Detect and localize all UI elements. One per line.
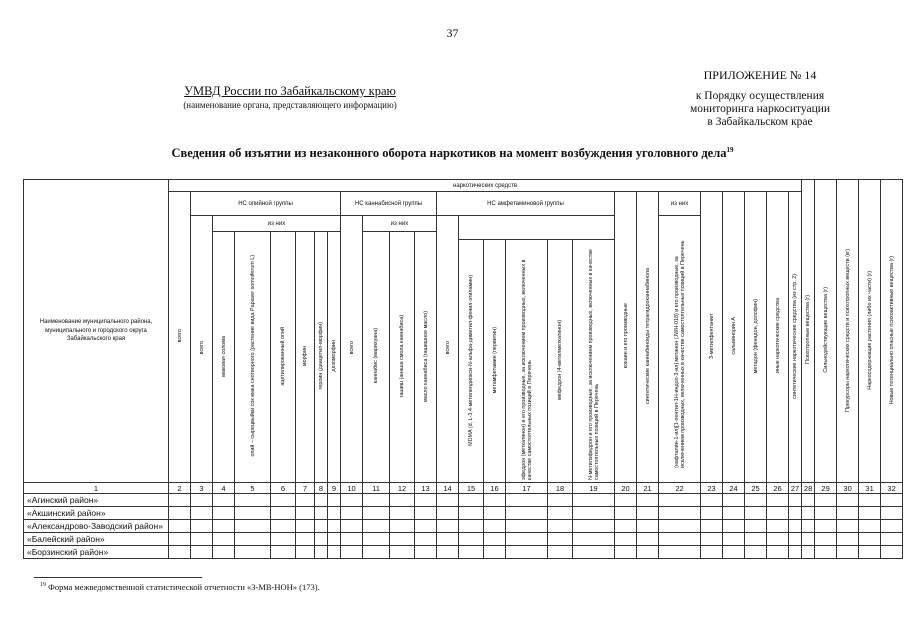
data-cell — [637, 520, 659, 533]
data-cell — [789, 533, 802, 546]
data-cell — [767, 546, 789, 559]
column-number: 12 — [390, 483, 415, 494]
column-number: 6 — [271, 483, 296, 494]
org-caption: (наименование органа, представляющего информацию) — [183, 100, 397, 110]
footnote-divider — [34, 577, 202, 578]
page-number: 37 — [446, 26, 459, 40]
header-name-column: Наименование муниципального района, муниципального и городского округа Забайкальского края — [24, 180, 169, 483]
data-cell — [573, 546, 615, 559]
column-number: 13 — [415, 483, 437, 494]
column-number: 29 — [815, 483, 837, 494]
header-col-25: метадон (фенадон, долофин) — [745, 192, 767, 483]
data-cell — [615, 520, 637, 533]
column-number: 14 — [437, 483, 459, 494]
data-cell — [415, 546, 437, 559]
data-cell — [506, 546, 548, 559]
header-col-19: N-метилэфедрон и его производные, за исключением производных, включенных в качестве самостоятельных позиций в Перечень — [573, 240, 615, 483]
data-cell — [506, 520, 548, 533]
data-cell — [881, 520, 903, 533]
org-name: УМВД России по Забайкальскому краю — [184, 84, 396, 98]
data-cell — [296, 507, 315, 520]
data-cell — [169, 507, 191, 520]
header-col-20: кокаин и его производные — [615, 192, 637, 483]
header-col-31: Наркосодержащие растения (либо их части) (г) — [859, 180, 881, 483]
data-cell — [235, 546, 271, 559]
data-cell — [789, 546, 802, 559]
data-cell — [881, 494, 903, 507]
data-cell — [837, 546, 859, 559]
table-row — [24, 520, 903, 533]
data-cell — [437, 533, 459, 546]
data-cell — [437, 494, 459, 507]
data-cell — [789, 494, 802, 507]
data-table — [23, 179, 903, 559]
data-cell — [415, 494, 437, 507]
data-cell — [802, 546, 815, 559]
data-cell — [328, 520, 341, 533]
data-cell — [484, 520, 506, 533]
data-cell — [815, 546, 837, 559]
header-col-14: всего — [437, 216, 459, 483]
data-cell — [235, 533, 271, 546]
data-cell — [484, 494, 506, 507]
header-col-27: синтетические наркотические средства (из стр. 2) — [789, 192, 802, 483]
table-row — [24, 507, 903, 520]
data-cell — [271, 494, 296, 507]
column-number: 16 — [484, 483, 506, 494]
data-cell — [859, 520, 881, 533]
data-cell — [881, 533, 903, 546]
data-cell — [235, 507, 271, 520]
data-cell — [390, 507, 415, 520]
data-cell — [802, 507, 815, 520]
region-name: «Александрово-Заводский район» — [24, 520, 169, 533]
data-cell — [573, 507, 615, 520]
data-cell — [390, 533, 415, 546]
data-cell — [437, 546, 459, 559]
column-number: 5 — [235, 483, 271, 494]
data-cell — [315, 507, 328, 520]
data-cell — [789, 520, 802, 533]
data-cell — [341, 507, 363, 520]
data-cell — [363, 546, 390, 559]
data-cell — [548, 507, 573, 520]
data-cell — [815, 494, 837, 507]
data-cell — [802, 533, 815, 546]
column-number: 25 — [745, 483, 767, 494]
column-number: 17 — [506, 483, 548, 494]
data-cell — [815, 533, 837, 546]
data-cell — [341, 533, 363, 546]
appendix-line-3: в Забайкальском крае — [707, 116, 813, 128]
appendix-line-2: мониторинга наркоситуации — [689, 103, 831, 115]
data-cell — [459, 507, 484, 520]
data-cell — [296, 546, 315, 559]
header-cannabis-of-them: из них — [363, 216, 437, 232]
data-cell — [363, 520, 390, 533]
data-cell — [767, 520, 789, 533]
org-block — [140, 84, 440, 110]
data-cell — [637, 546, 659, 559]
data-cell — [315, 494, 328, 507]
header-col-15: MDMA (d, L-3,4-метилендиокси-N-альфа-диметил-фенил-этиламин) — [459, 240, 484, 483]
data-cell — [573, 533, 615, 546]
data-cell — [363, 494, 390, 507]
footnote-number: 19 — [40, 582, 46, 589]
appendix-title: ПРИЛОЖЕНИЕ № 14 — [703, 68, 817, 82]
data-cell — [881, 507, 903, 520]
column-number: 11 — [363, 483, 390, 494]
data-cell — [701, 507, 723, 520]
data-cell — [506, 494, 548, 507]
data-cell — [723, 546, 745, 559]
column-number: 30 — [837, 483, 859, 494]
header-col-6: ацетилированный опий — [271, 232, 296, 483]
data-cell — [573, 520, 615, 533]
header-amph-group: НС амфетаминовой группы — [437, 192, 615, 216]
data-cell — [701, 533, 723, 546]
header-col-13: масло каннабиса (гашишное масло) — [415, 232, 437, 483]
data-cell — [459, 533, 484, 546]
header-drugs-group: наркотических средств — [169, 180, 802, 192]
column-numbers-row — [24, 483, 903, 494]
header-col-30: Прекурсоры наркотических средств и психотропных веществ (кг) — [837, 180, 859, 483]
header-cannabis-group: НС каннабисной группы — [341, 192, 437, 216]
data-cell — [235, 520, 271, 533]
data-cell — [437, 507, 459, 520]
data-cell — [415, 507, 437, 520]
region-name: «Акшинский район» — [24, 507, 169, 520]
data-cell — [213, 546, 235, 559]
data-cell — [363, 507, 390, 520]
title-text: Сведения об изъятии из незаконного оборота наркотиков на момент возбуждения уголовного дела — [171, 146, 727, 161]
header-col-22: (нафталин-1-ил)[1-пентил-1Н-индол-3-ил] метанон (JWH-018) и его производные, за исключением производных, включенных в качестве самостоятельных позиций в Перечень — [659, 216, 701, 483]
header-col-17: эфедрон (меткатинон) и его производные, за исключением производных, включенных в качестве самостоятельных позиций в Перечень — [506, 240, 548, 483]
data-cell — [213, 494, 235, 507]
footnote — [40, 582, 320, 592]
header-col-12: гашиш (анаша смола каннабиса) — [390, 232, 415, 483]
data-cell — [390, 494, 415, 507]
data-cell — [506, 533, 548, 546]
table-row — [24, 533, 903, 546]
column-number: 15 — [459, 483, 484, 494]
data-cell — [815, 520, 837, 533]
data-cell — [296, 533, 315, 546]
data-cell — [767, 533, 789, 546]
data-cell — [745, 494, 767, 507]
column-number: 31 — [859, 483, 881, 494]
data-cell — [363, 533, 390, 546]
region-name: «Борзинский район» — [24, 546, 169, 559]
data-cell — [213, 533, 235, 546]
data-cell — [390, 546, 415, 559]
column-number: 23 — [701, 483, 723, 494]
data-cell — [390, 520, 415, 533]
column-number: 4 — [213, 483, 235, 494]
data-cell — [315, 546, 328, 559]
data-cell — [484, 533, 506, 546]
document-title — [0, 146, 905, 161]
column-number: 22 — [659, 483, 701, 494]
region-name: «Балейский район» — [24, 533, 169, 546]
data-cell — [213, 520, 235, 533]
title-footnote-ref: 19 — [726, 146, 734, 154]
column-number: 8 — [315, 483, 328, 494]
data-cell — [484, 507, 506, 520]
header-col-26: иные наркотические средства — [767, 192, 789, 483]
header-col-21: синтетические каннабиноиды тетрагидроканнабинола — [637, 192, 659, 483]
column-number: 2 — [169, 483, 191, 494]
header-col-18: мефедрон (4-метилметкатинон) — [548, 240, 573, 483]
data-cell — [271, 507, 296, 520]
data-cell — [767, 507, 789, 520]
data-cell — [169, 546, 191, 559]
header-col-10: всего — [341, 216, 363, 483]
header-col-16: метамфетамин (первитин) — [484, 240, 506, 483]
table-row — [24, 546, 903, 559]
header-amph-spacer — [459, 216, 615, 240]
column-number: 21 — [637, 483, 659, 494]
column-number: 27 — [789, 483, 802, 494]
column-number: 28 — [802, 483, 815, 494]
data-cell — [169, 494, 191, 507]
data-cell — [573, 494, 615, 507]
data-cell — [341, 520, 363, 533]
data-cell — [548, 494, 573, 507]
data-cell — [213, 507, 235, 520]
data-cell — [315, 520, 328, 533]
data-cell — [615, 507, 637, 520]
data-cell — [341, 494, 363, 507]
data-cell — [745, 546, 767, 559]
column-number: 7 — [296, 483, 315, 494]
column-number: 24 — [723, 483, 745, 494]
data-cell — [296, 520, 315, 533]
data-cell — [859, 507, 881, 520]
data-cell — [615, 494, 637, 507]
data-cell — [548, 533, 573, 546]
data-cell — [659, 507, 701, 520]
appendix-line-1: к Порядку осуществления — [695, 90, 825, 102]
header-col-11: каннабис (марихуана) — [363, 232, 390, 483]
data-cell — [235, 494, 271, 507]
data-cell — [637, 507, 659, 520]
header-col-7: морфин — [296, 232, 315, 483]
data-cell — [615, 546, 637, 559]
header-col-2: всего — [169, 192, 191, 483]
column-number: 1 — [24, 483, 169, 494]
data-cell — [723, 520, 745, 533]
data-cell — [802, 520, 815, 533]
data-cell — [723, 507, 745, 520]
data-cell — [837, 507, 859, 520]
data-cell — [328, 494, 341, 507]
header-col-4: маковая солома — [213, 232, 235, 483]
data-cell — [459, 546, 484, 559]
footnote-text: Форма межведомственной статистической отчетности «3-МВ-НОН» (173). — [48, 582, 320, 592]
data-cell — [659, 546, 701, 559]
header-col-8: героин (диацетил-морфин) — [315, 232, 328, 483]
data-cell — [341, 546, 363, 559]
data-cell — [701, 546, 723, 559]
header-synth-of-them: из них — [659, 192, 701, 216]
data-cell — [459, 494, 484, 507]
data-cell — [484, 546, 506, 559]
data-cell — [191, 520, 213, 533]
header-col-32: Новые потенциально опасные психоактивные вещества (г) — [881, 180, 903, 483]
column-number: 9 — [328, 483, 341, 494]
data-cell — [169, 533, 191, 546]
data-cell — [459, 520, 484, 533]
header-col-5: опий – сырецвыйки сок мака снотворного (растение вида Papaver somniferum L) — [235, 232, 271, 483]
data-cell — [767, 494, 789, 507]
data-cell — [723, 494, 745, 507]
data-cell — [745, 533, 767, 546]
table-row — [24, 494, 903, 507]
data-cell — [815, 507, 837, 520]
data-cell — [415, 520, 437, 533]
data-cell — [437, 520, 459, 533]
header-col-28: Психотропные вещества (г) — [802, 180, 815, 483]
data-cell — [837, 520, 859, 533]
header-col-24: сальвинорин А — [723, 192, 745, 483]
data-cell — [745, 507, 767, 520]
data-cell — [328, 546, 341, 559]
data-cell — [328, 533, 341, 546]
data-cell — [659, 533, 701, 546]
data-cell — [271, 533, 296, 546]
header-col-23: 3-метилфентанил — [701, 192, 723, 483]
data-cell — [315, 533, 328, 546]
column-number: 18 — [548, 483, 573, 494]
data-cell — [615, 533, 637, 546]
data-cell — [191, 533, 213, 546]
column-number: 20 — [615, 483, 637, 494]
data-cell — [548, 520, 573, 533]
data-cell — [191, 494, 213, 507]
region-name: «Агинский район» — [24, 494, 169, 507]
data-cell — [859, 494, 881, 507]
data-cell — [837, 494, 859, 507]
header-col-29: Сильнодействующие вещества (г) — [815, 180, 837, 483]
data-cell — [659, 520, 701, 533]
appendix-block — [670, 69, 850, 129]
data-cell — [723, 533, 745, 546]
column-number: 10 — [341, 483, 363, 494]
data-cell — [506, 507, 548, 520]
data-cell — [789, 507, 802, 520]
column-number: 3 — [191, 483, 213, 494]
data-cell — [271, 546, 296, 559]
data-cell — [637, 533, 659, 546]
data-cell — [191, 546, 213, 559]
column-number: 26 — [767, 483, 789, 494]
data-cell — [837, 533, 859, 546]
header-col-9: дезоморфин — [328, 232, 341, 483]
header-col-3: всего — [191, 216, 213, 483]
data-cell — [271, 520, 296, 533]
data-cell — [169, 520, 191, 533]
data-cell — [859, 546, 881, 559]
column-number: 32 — [881, 483, 903, 494]
header-opium-of-them: из них — [213, 216, 341, 232]
column-number: 19 — [573, 483, 615, 494]
data-cell — [745, 520, 767, 533]
data-cell — [548, 546, 573, 559]
data-cell — [415, 533, 437, 546]
data-cell — [802, 494, 815, 507]
data-cell — [881, 546, 903, 559]
data-cell — [328, 507, 341, 520]
data-cell — [191, 507, 213, 520]
data-cell — [859, 533, 881, 546]
data-cell — [701, 494, 723, 507]
header-opium-group: НС опийной группы — [191, 192, 341, 216]
data-cell — [296, 494, 315, 507]
data-cell — [637, 494, 659, 507]
data-cell — [659, 494, 701, 507]
data-cell — [701, 520, 723, 533]
